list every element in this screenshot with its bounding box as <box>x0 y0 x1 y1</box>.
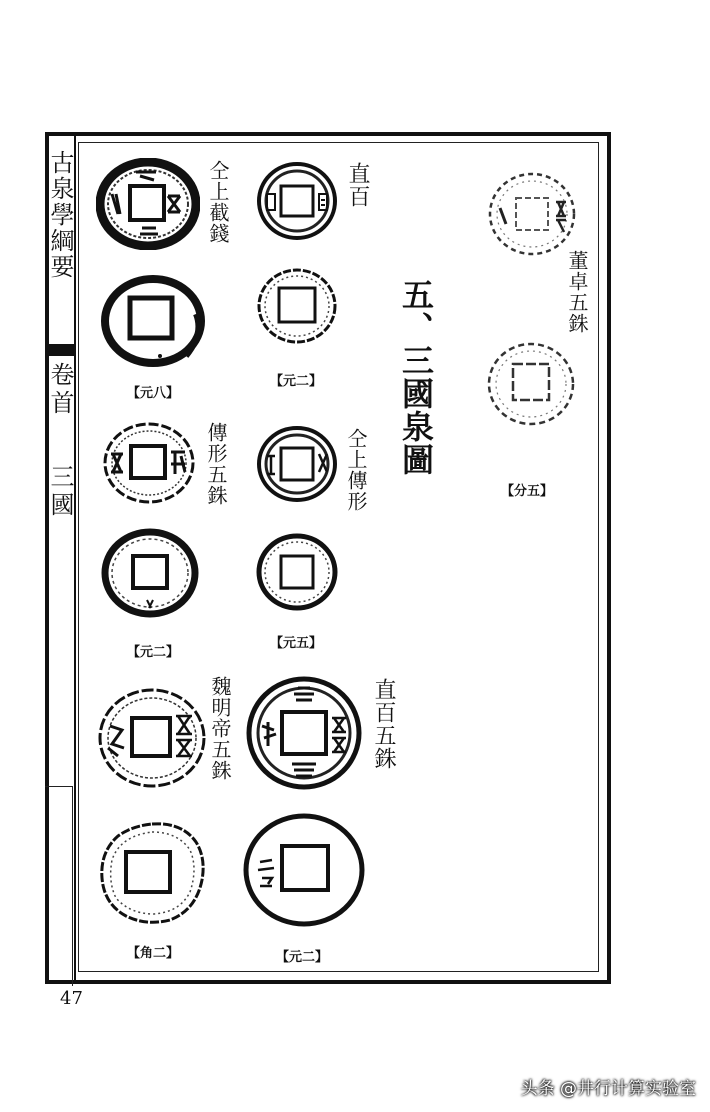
plate-title: 五、三國泉圖 <box>397 278 435 476</box>
book-title: 古泉學綱要 <box>46 150 74 280</box>
coin-c4-obverse <box>255 424 339 504</box>
coin-c2-obverse <box>255 160 339 242</box>
coin-c3-price: 【元二】 <box>126 645 180 660</box>
coin-c6-price: 【元二】 <box>275 950 329 965</box>
coin-c7-label: 董卓五銖 <box>565 250 589 334</box>
coin-c7-obverse <box>486 170 578 258</box>
coin-c5-price: 【角二】 <box>126 946 180 961</box>
coin-c3-label: 傳形五銖 <box>204 422 228 506</box>
spine-black-bar <box>47 344 74 356</box>
side-tab <box>45 786 73 986</box>
coin-c6-label: 直百五銖 <box>371 678 396 770</box>
coin-c1-obverse <box>96 158 200 250</box>
coin-c2-price: 【元二】 <box>269 374 323 389</box>
section-label: 卷首 <box>46 362 74 418</box>
coin-c2-label: 直百 <box>345 162 370 208</box>
coin-c5-label: 魏明帝五銖 <box>208 676 232 781</box>
coin-c7-price: 【分五】 <box>500 484 554 499</box>
coin-c1-reverse <box>100 274 206 368</box>
coin-c4-label: 仝上傳形 <box>344 428 368 512</box>
coin-c2-reverse <box>255 266 339 346</box>
coin-c1-price: 【元八】 <box>126 386 180 401</box>
page-number: 47 <box>60 988 83 1009</box>
coin-c6-reverse <box>242 812 366 928</box>
coin-c3-obverse <box>101 420 197 506</box>
coin-c1-label: 仝上截錢 <box>206 160 230 244</box>
spine-divider <box>74 132 76 984</box>
coin-c5-reverse <box>96 818 208 926</box>
coin-c4-reverse <box>255 532 339 612</box>
watermark: 头条 @井行计算实验室 <box>520 1079 696 1099</box>
coin-c7-reverse <box>485 340 577 428</box>
coin-c5-obverse <box>96 686 208 790</box>
coin-c3-reverse <box>101 528 199 618</box>
coin-c6-obverse <box>244 674 364 792</box>
coin-c4-price: 【元五】 <box>269 636 323 651</box>
chapter-label: 三國 <box>46 464 74 520</box>
